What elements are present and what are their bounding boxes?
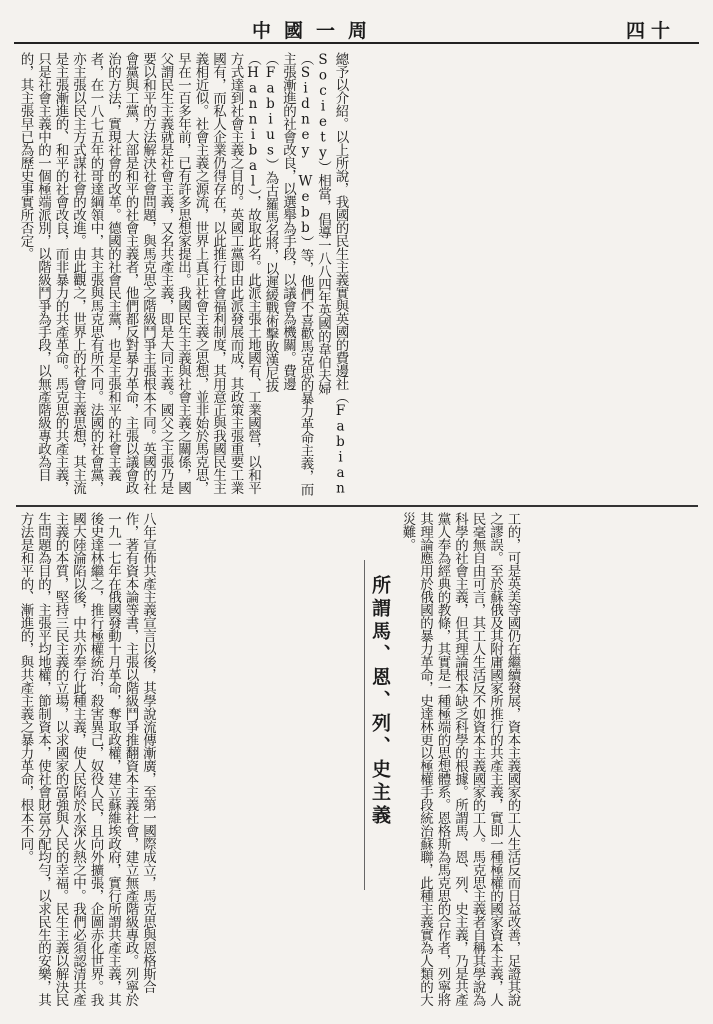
publication-title: 中國一周 — [252, 20, 381, 42]
article-title-block — [367, 575, 397, 875]
bottom-left-text-block — [16, 512, 361, 1010]
title-rule — [364, 560, 365, 890]
bottom-right-text-block — [398, 512, 698, 1010]
article-title: 所謂馬、恩、列、史主義 — [369, 575, 391, 828]
body-text-top: 總予以介紹。以上所說，我國的民生主義實與英國的費邊社（Fabian Society）相當，倡導一八八四年英國的韋伯夫婦（Sidney Webb）等，他們不喜歡馬克思的暴力革命主義，而主張漸進的社會改良，以選舉為手段，以議會為機關。費邊（Fabius）為古羅馬名將，以遲緩戰術擊敗漢尼拔（Hannibal），故取此名。此派主張土地國有、工業國營，以和平方式達到社會主義之目的。英國工黨即由此派發展而成，其政策主張重要工業國有，而私人企業仍得存在，以此推行社會福利制度，其用意正與我國民生主義相近似。社會主義之源流，世界上真正社會主義之思想，並非始於馬克思，早在一百多年前，已有許多思想家提出。我國民生主義與社會主義之關係，國父謂民生主義就是社會主義，又名共產主義，即是大同主義。國父之主張乃是要以和平的方法解決社會問題，與馬克思之階級鬥爭主張根本不同。英國的社會黨與工黨，大部是和平的社會主義者，他們都反對暴力革命，主張以議會政治的方法，實現社會的改革。德國的社會民主黨，也是主張和平的社會主義者，在一八七五年的哥達綱領中，其主張與馬克思有所不同。法國的社會黨，亦主張以民主方式謀社會的改進。由此觀之，世界上的社會主義思想，其主流是主張漸進的、和平的社會改良，而非暴力的共產革命。馬克思的共產主義，只是社會主義中的一個極端派別，以階級鬥爭為手段，以無產階級專政為目的，其主張早已為歷史事實所否定。 — [17, 52, 349, 496]
header-rule — [14, 42, 699, 44]
body-text-bottom-right: 工的，可是英美等國仍在繼續發展，資本主義國家的工人生活反而日益改善，足證其說之謬誤。至於蘇俄及其附庸國家所推行的共產主義，實即一種極權的國家資本主義，人民毫無自由可言，其工人生活反不如資本主義國家的工人。馬克思主義者自稱其學說為科學的社會主義，但其理論根本缺乏科學的根據。所謂馬、恩、列、史主義，乃是共產黨人奉為經典的教條，其實是一種極端的思想體系。恩格斯為馬克思的合作者，列寧將其理論應用於俄國的暴力革命，史達林更以極權手段統治蘇聯，此種主義實為人類的大災難。 — [399, 512, 521, 1006]
page-header — [14, 14, 699, 40]
body-text-bottom-left: 八年宣佈共產主義宣言以後，其學說流傳漸廣，至第一國際成立，馬克思與恩格斯合作，著有資本論等書，主張以階級鬥爭推翻資本主義社會，建立無產階級專政。列寧於一九一七年在俄國發動十月革命，奪取政權，建立蘇維埃政府，實行所謂共產主義，其後史達林繼之，推行極權統治，殺害異己，奴役人民，且向外擴張，企圖赤化世界。我國大陸淪陷以後，中共亦奉行此種主義，使人民陷於水深火熱之中。我們必須認清共產主義的本質，堅持三民主義的立場，以求國家的富強與人民的幸福。民生主義以解決民生問題為目的，主張平均地權，節制資本，使社會財富分配均勻，以求民生的安樂，其方法是和平的、漸進的，與共產主義之暴力革命，根本不同。 — [17, 512, 156, 1006]
page-number: 四十 — [626, 20, 677, 42]
top-text-block — [16, 52, 698, 499]
section-divider — [16, 505, 698, 507]
